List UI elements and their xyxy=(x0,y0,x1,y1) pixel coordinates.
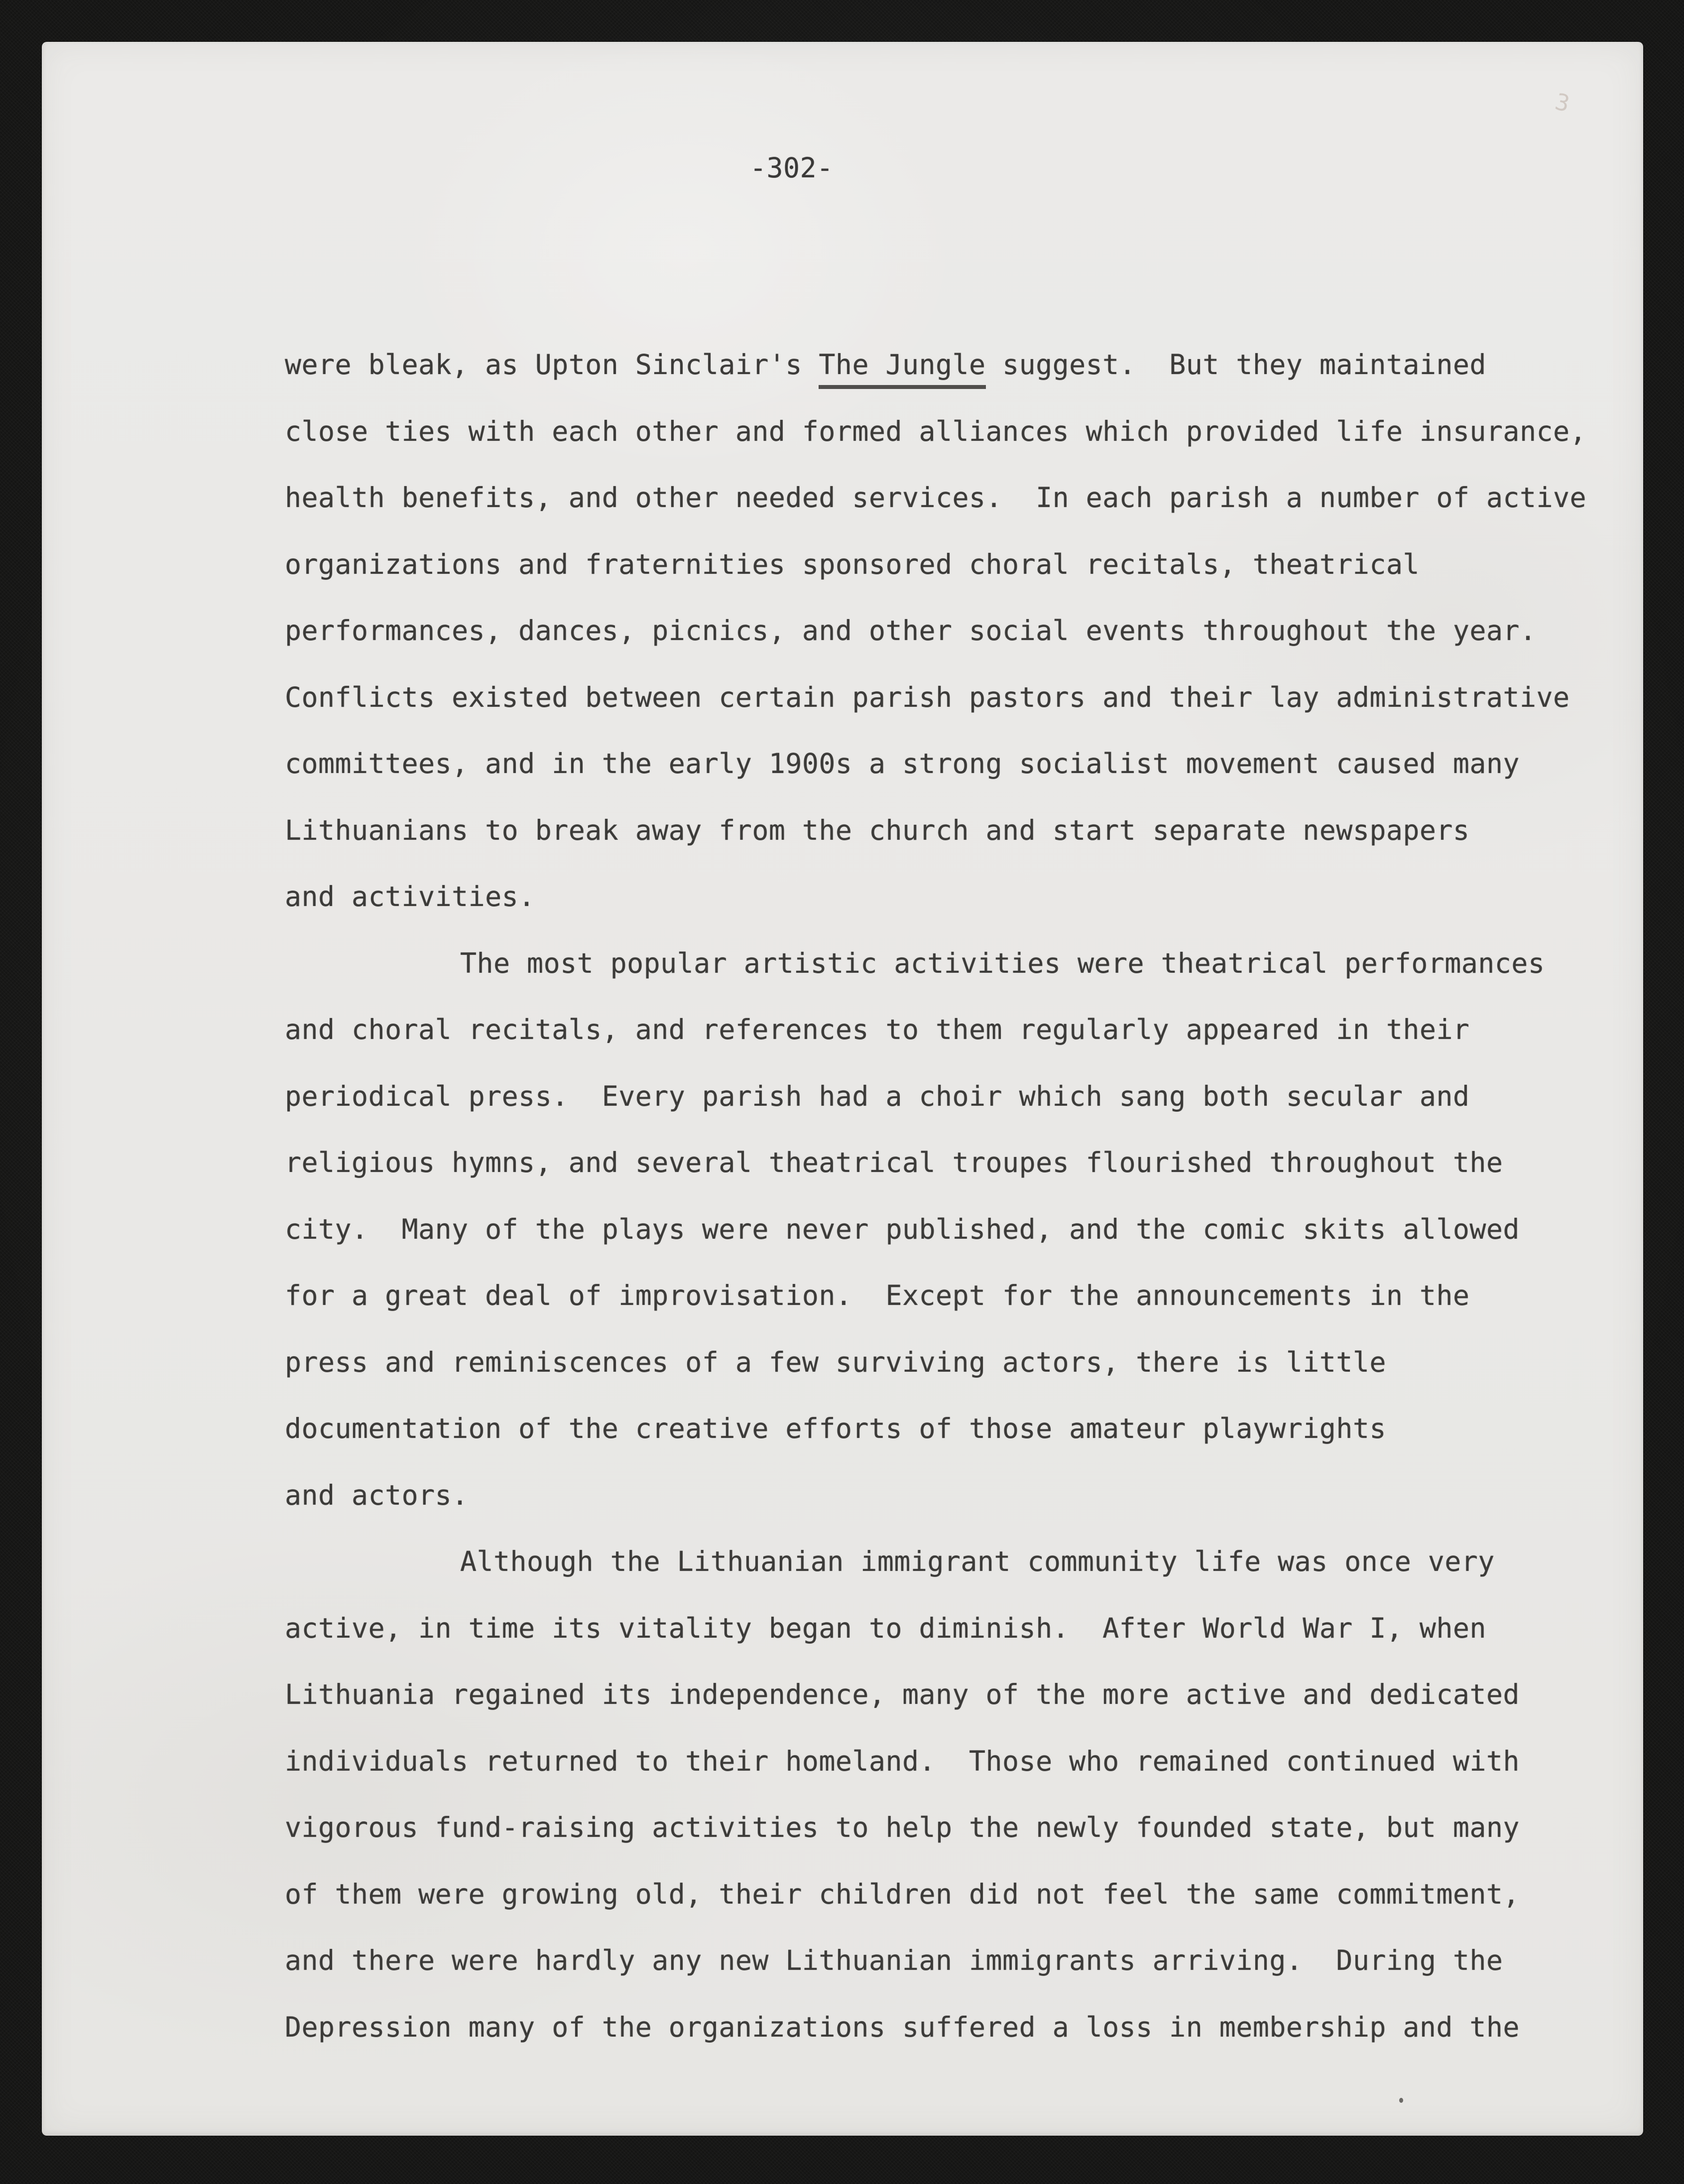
typed-line: city. Many of the plays were never published, and the comic skits allowed xyxy=(285,1213,1520,1245)
typed-line: committees, and in the early 1900s a strong socialist movement caused many xyxy=(285,748,1520,779)
typed-line: press and reminiscences of a few surviving actors, there is little xyxy=(285,1346,1386,1378)
typed-line: Conflicts existed between certain parish pastors and their lay administrative xyxy=(285,681,1570,713)
typed-line: active, in time its vitality began to diminish. After World War I, when xyxy=(285,1612,1486,1644)
typed-line: and there were hardly any new Lithuanian immigrants arriving. During the xyxy=(285,1944,1503,1976)
typed-line: Depression many of the organizations suffered a loss in membership and the xyxy=(285,2011,1520,2043)
typed-line: performances, dances, picnics, and other social events throughout the year. xyxy=(285,615,1537,646)
pencil-mark: 3 xyxy=(1552,88,1572,118)
typed-line: and choral recitals, and references to them regularly appeared in their xyxy=(285,1014,1470,1045)
ink-speck xyxy=(1399,2098,1403,2103)
typed-line: periodical press. Every parish had a choir which sang both secular and xyxy=(285,1080,1470,1112)
typed-line: individuals returned to their homeland. Those who remained continued with xyxy=(285,1745,1520,1777)
typed-line-paragraph-start: The most popular artistic activities were theatrical performances xyxy=(460,947,1545,979)
typed-line: religious hymns, and several theatrical troupes flourished throughout the xyxy=(285,1147,1503,1178)
typed-line: documentation of the creative efforts of those amateur playwrights xyxy=(285,1413,1386,1444)
typed-line: vigorous fund-raising activities to help the newly founded state, but many xyxy=(285,1811,1520,1843)
typed-line: for a great deal of improvisation. Except for the announcements in the xyxy=(285,1280,1470,1311)
line-text: suggest. But they maintained xyxy=(985,349,1486,381)
underlined-book-title: The Jungle xyxy=(819,349,985,389)
document-page xyxy=(42,42,1643,2136)
typed-line xyxy=(285,349,1486,381)
typed-line: Lithuanians to break away from the church and start separate newspapers xyxy=(285,814,1470,846)
typed-line: health benefits, and other needed services. In each parish a number of active xyxy=(285,482,1586,514)
typed-line: of them were growing old, their children did not feel the same commitment, xyxy=(285,1878,1520,1910)
typed-line: close ties with each other and formed alliances which provided life insurance, xyxy=(285,415,1586,447)
typed-line-paragraph-start: Although the Lithuanian immigrant community life was once very xyxy=(460,1545,1495,1577)
typed-line: organizations and fraternities sponsored choral recitals, theatrical xyxy=(285,548,1420,580)
typed-line: Lithuania regained its independence, many of the more active and dedicated xyxy=(285,1678,1520,1710)
page-number: -302- xyxy=(750,152,834,184)
typed-line: and activities. xyxy=(285,881,535,912)
typed-line: and actors. xyxy=(285,1479,469,1511)
line-text: were bleak, as Upton Sinclair's xyxy=(285,349,819,381)
